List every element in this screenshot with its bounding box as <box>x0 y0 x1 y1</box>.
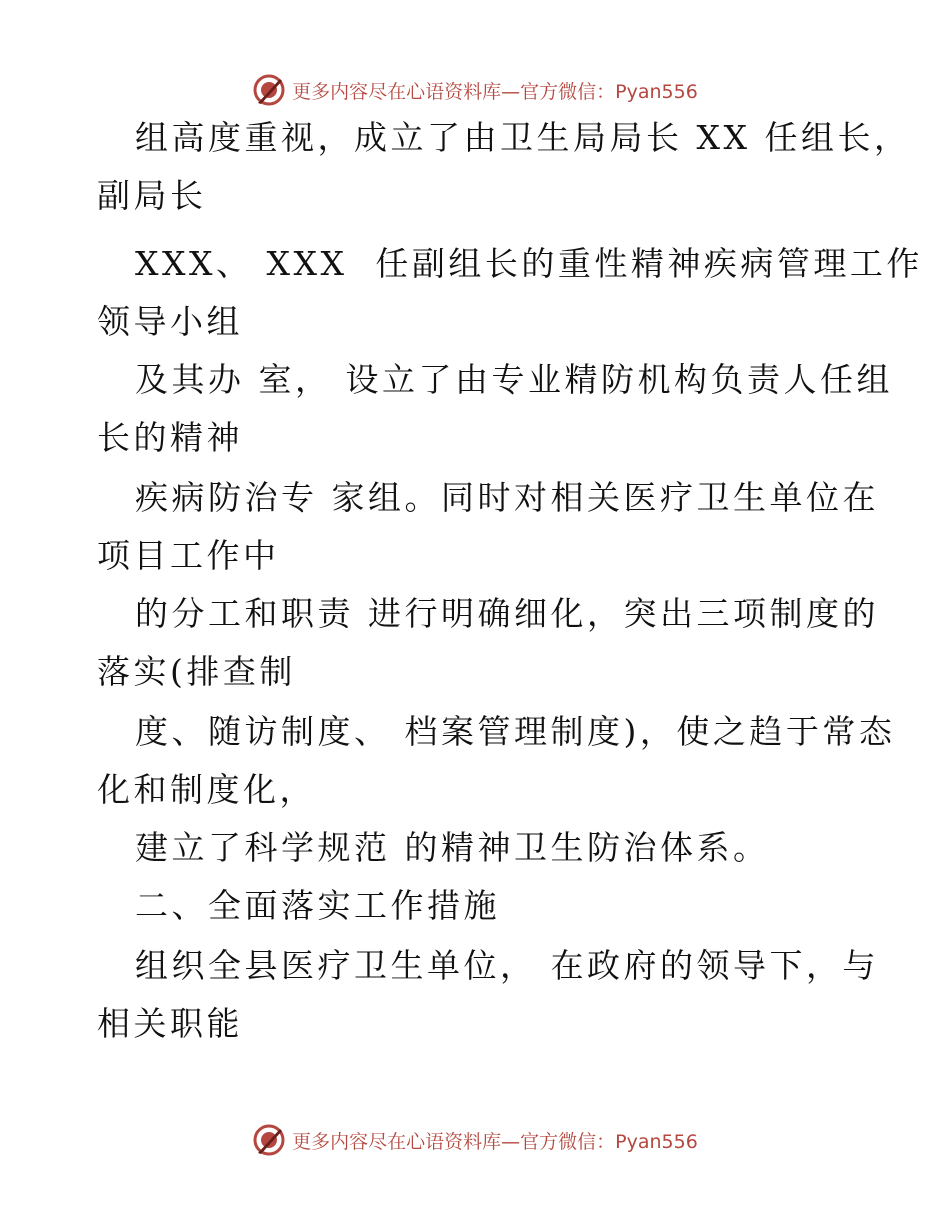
text-line: 长的精神 <box>97 418 243 457</box>
footer-banner-text: 更多内容尽在心语资料库—官方微信：Pyan556 <box>292 1130 698 1153</box>
text-line: 度、随访制度、 档案管理制度)，使之趋于常态 <box>135 712 896 751</box>
text-line: 及其办 室， 设立了由专业精防机构负责人任组 <box>135 360 893 399</box>
text-line: 相关职能 <box>97 1004 243 1043</box>
quill-seal-icon <box>252 1123 286 1157</box>
header-banner-text: 更多内容尽在心语资料库—官方微信：Pyan556 <box>292 80 698 103</box>
text-line: 组高度重视，成立了由卫生局局长 XX 任组长， <box>135 118 911 157</box>
text-line: XXX、 XXX 任副组长的重性精神疾病管理工作 <box>135 244 923 283</box>
footer-banner <box>0 1118 950 1162</box>
header-banner <box>0 68 950 112</box>
text-line: 副局长 <box>97 176 207 215</box>
text-line: 落实(排查制 <box>97 652 296 691</box>
text-line: 的分工和职责 进行明确细化，突出三项制度的 <box>135 594 879 633</box>
text-line: 疾病防治专 家组。同时对相关医疗卫生单位在 <box>135 478 879 517</box>
section-heading: 二、全面落实工作措施 <box>135 886 500 925</box>
text-line: 化和制度化， <box>97 770 316 809</box>
text-line: 领导小组 <box>97 302 243 341</box>
quill-seal-icon <box>252 73 286 107</box>
text-line: 组织全县医疗卫生单位， 在政府的领导下，与 <box>135 946 879 985</box>
text-line: 建立了科学规范 的精神卫生防治体系。 <box>135 828 770 867</box>
text-line: 项目工作中 <box>97 536 280 575</box>
